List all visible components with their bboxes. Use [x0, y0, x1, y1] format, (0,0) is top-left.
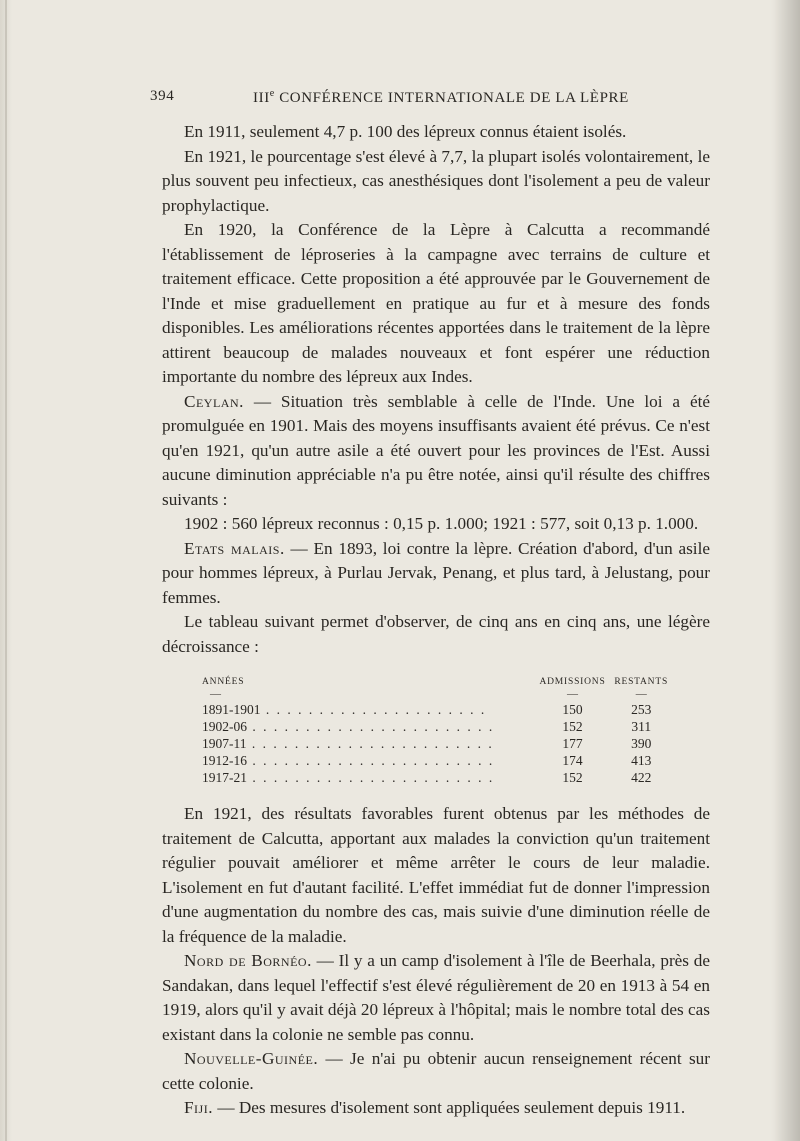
- body-text: [162, 120, 710, 1121]
- table-cell-remaining: 311: [631, 719, 652, 734]
- table-cell-years: 1912-16 . . .: [202, 753, 492, 768]
- table-row: [202, 701, 672, 718]
- column-header-remaining: RESTANTS: [614, 677, 669, 687]
- paragraph-ceylan: Ceylan. — Situation très semblable à celle de l'Inde. Une loi a été promulguée en 1901. Mais des moyens insuffisants avaient été prévus. Ce n'est qu'en 1921, qu'un autre asile a été ouvert pour les provinces de l'Est. Aussi aucune diminution appréciable n'a pu être notée, ainsi qu'il résulte des chiffres suivants :: [162, 391, 710, 509]
- paragraph-calcutta-conference: En 1920, la Conférence de la Lèpre à Calcutta a recommandé l'établissement de léproseries à la campagne avec terrains de culture et traitement efficace. Cette proposition a été approuvée par le Gouvernement de l'Inde et mise graduellement en pratique au fur et à mesure des fonds disponibles. Les améliorations récentes apportées dans le traitement de la lèpre attirent beaucoup de malades nouveaux et font espérer une réduction importante du nombre des lépreux aux Indes.: [162, 220, 710, 386]
- table-cell-remaining: 390: [631, 736, 652, 751]
- table-row: [202, 735, 672, 752]
- table-cell-years: 1907-11 . . .: [202, 736, 492, 751]
- table-cell-admissions: 174: [562, 753, 583, 768]
- table-cell-years: 1891-1901 . . .: [202, 702, 492, 717]
- dash: —: [567, 688, 579, 700]
- page-edge-shadow: [774, 0, 800, 1141]
- section-heading-fiji: Fiji.: [184, 1098, 214, 1117]
- statistics-table: [202, 677, 672, 786]
- paragraph-nord-borneo: Nord de Bornéo. — Il y a un camp d'isolement à l'île de Beerhala, près de Sandakan, dans lequel l'effectif s'est élevé régulièrement de 20 en 1913 à 54 en 1919, alors qu'il y avait déjà 20 lépreux à l'hôpital; mais le nombre total des cas existant dans la colonie ne semble pas connu.: [162, 951, 710, 1044]
- paragraph-etats-malais: Etats malais. — En 1893, loi contre la lèpre. Création d'abord, d'un asile pour hommes lépreux, à Purlau Jervak, Penang, et plus tard, à Jelustang, pour femmes.: [162, 538, 710, 607]
- paragraph-fiji: Fiji. — Des mesures d'isolement sont appliquées seulement depuis 1911.: [184, 1098, 686, 1117]
- paragraph-ceylan-figures: 1902 : 560 lépreux reconnus : 0,15 p. 1.000; 1921 : 577, soit 0,13 p. 1.000.: [184, 514, 699, 533]
- table-row: [202, 718, 672, 735]
- column-header-admissions: ADMISSIONS: [539, 677, 606, 687]
- table-cell-years: 1902-06 . . .: [202, 719, 492, 734]
- paragraph-calcutta-results: En 1921, des résultats favorables furent obtenus par les méthodes de traitement de Calcutta, apportant aux malades la conviction qu'un traitement régulier pouvait améliorer et même arrêter le cours de leur maladie. L'isolement en fut d'autant facilité. L'effet immédiat fut de donner l'impression d'une augmentation du nombre des cas, mais suivie d'une diminution réelle de la fréquence de la maladie.: [162, 804, 710, 946]
- table-cell-remaining: 422: [631, 770, 652, 785]
- paragraph-table-intro: Le tableau suivant permet d'observer, de cinq ans en cinq ans, une légère décroissance :: [162, 612, 710, 656]
- table-cell-years: 1917-21 . . .: [202, 770, 492, 785]
- table-cell-remaining: 413: [631, 753, 652, 768]
- section-heading-nord-borneo: Nord de Bornéo.: [184, 951, 312, 970]
- table-row: [202, 752, 672, 769]
- table-row: [202, 769, 672, 786]
- running-header: [150, 88, 629, 108]
- table-cell-admissions: 150: [562, 702, 583, 717]
- section-heading-nouvelle-guinee: Nouvelle-Guinée.: [184, 1049, 319, 1068]
- column-header-years: ANNÉES: [202, 677, 245, 687]
- table-cell-admissions: 177: [562, 736, 583, 751]
- binding-edge: [5, 0, 7, 1141]
- running-title: IIIe CONFÉRENCE INTERNATIONALE DE LA LÈPRE: [253, 88, 629, 106]
- dash: —: [635, 688, 647, 700]
- section-heading-ceylan: Ceylan.: [184, 391, 244, 411]
- table-cell-remaining: 253: [631, 702, 652, 717]
- dash: —: [210, 688, 221, 700]
- paragraph-1921: En 1921, le pourcentage s'est élevé à 7,7, la plupart isolés volontairement, le plus souvent peu infectieux, cas anesthésiques dont l'isolement a peu de valeur prophylactique.: [162, 146, 710, 215]
- page-number: 394: [150, 88, 175, 104]
- paragraph-1911: En 1911, seulement 4,7 p. 100 des lépreux connus étaient isolés.: [184, 122, 627, 141]
- paragraph-nouvelle-guinee: Nouvelle-Guinée. — Je n'ai pu obtenir aucun renseignement récent sur cette colonie.: [162, 1049, 710, 1093]
- table-cell-admissions: 152: [562, 770, 583, 785]
- section-heading-etats-malais: Etats malais.: [184, 538, 285, 558]
- table-cell-admissions: 152: [562, 719, 583, 734]
